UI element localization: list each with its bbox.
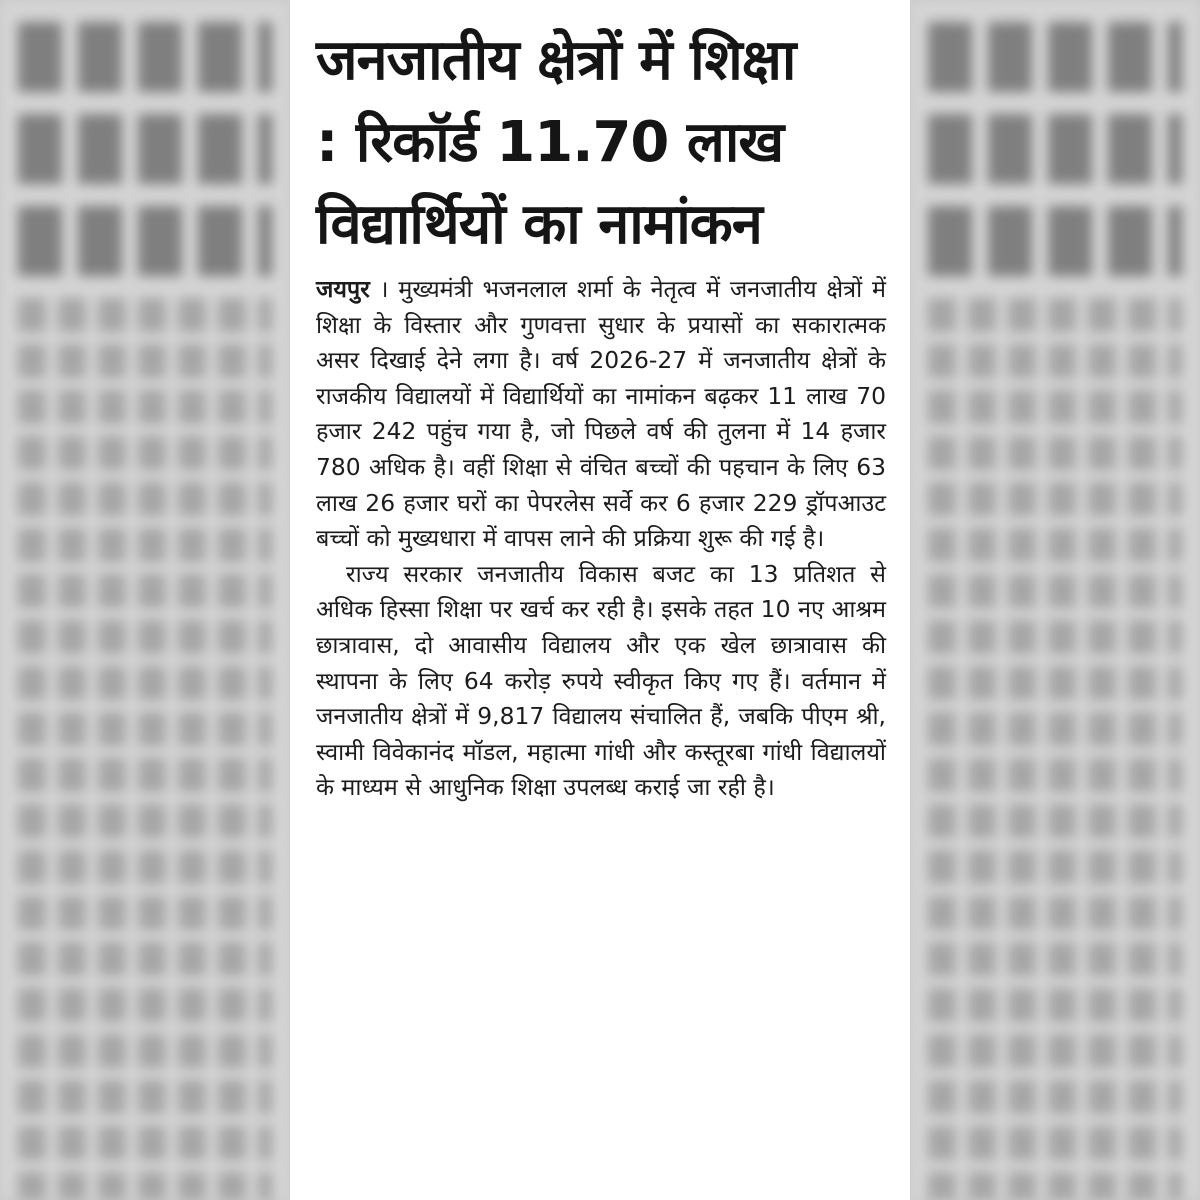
- article-dateline: जयपुर: [316, 275, 370, 303]
- dateline-separator: ।: [369, 275, 399, 303]
- paragraph-1-text: मुख्यमंत्री भजनलाल शर्मा के नेतृत्व में जनजातीय क्षेत्रों में शिक्षा के विस्तार और गुणवत्ता सुधार के प्रयासों का सकारात्मक असर दिखाई देने लगा है। वर्ष 2026-27 में जनजातीय क्षेत्रों के राजकीय विद्यालयों में विद्यार्थियों का नामांकन बढ़कर 11 लाख 70 हजार 242 पहुंच गया है, जो पिछले वर्ष की तुलना में 14 हजार 780 अधिक है। वहीं शिक्षा से वंचित बच्चों की पहचान के लिए 63 लाख 26 हजार घरों का पेपरलेस सर्वे कर 6 हजार 229 ड्रॉपआउट बच्चों को मुख्यधारा में वापस लाने की प्रक्रिया शुरू की गई है।: [316, 275, 886, 553]
- blurred-backdrop-right: [910, 0, 1200, 1200]
- newspaper-clipping: [290, 0, 910, 1200]
- article-headline: जनजातीय क्षेत्रों में शिक्षा : रिकॉर्ड 11.70 लाख विद्यार्थियों का नामांकन: [316, 28, 796, 257]
- article-body: [316, 272, 886, 806]
- article-paragraph-1: [316, 272, 886, 557]
- article-paragraph-2: राज्य सरकार जनजातीय विकास बजट का 13 प्रतिशत से अधिक हिस्सा शिक्षा पर खर्च कर रही है। इसके तहत 10 नए आश्रम छात्रावास, दो आवासीय विद्यालय और एक खेल छात्रावास की स्थापना के लिए 64 करोड़ रुपये स्वीकृत किए गए हैं। वर्तमान में जनजातीय क्षेत्रों में 9,817 विद्यालय संचालित हैं, जबकि पीएम श्री, स्वामी विवेकानंद मॉडल, महात्मा गांधी और कस्तूरबा गांधी विद्यालयों के माध्यम से आधुनिक शिक्षा उपलब्ध कराई जा रही है।: [316, 559, 886, 802]
- blurred-backdrop-left: [0, 0, 290, 1200]
